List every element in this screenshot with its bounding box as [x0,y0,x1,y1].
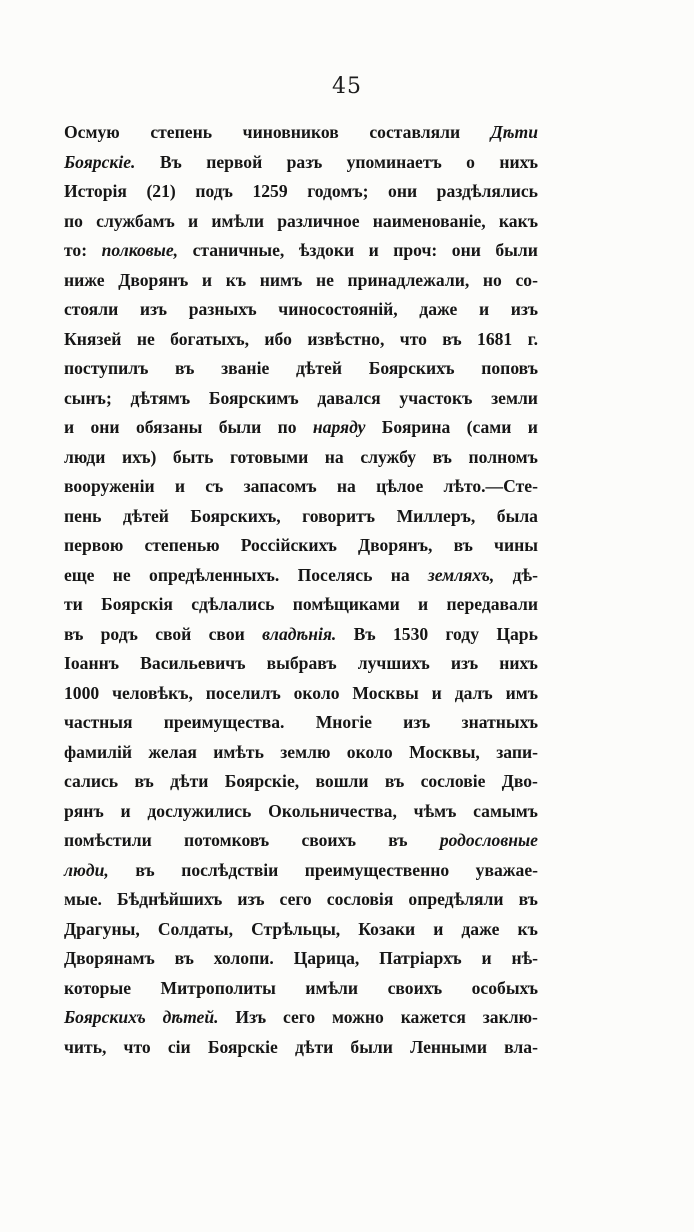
word: родословные [439,830,538,850]
word: знатныхъ [461,712,538,732]
word: проч: [393,240,438,260]
text-line [64,148,538,178]
word: подъ [195,181,233,201]
word: вошли [315,771,369,791]
word: дѣ- [512,564,538,585]
word: Дворянъ [118,269,189,290]
word: имѣли [211,210,265,231]
word: наименованіе, [372,210,486,231]
word: имъ [505,682,538,703]
word: обязаны [135,417,203,437]
word: Патріархъ [379,948,462,968]
word: наряду [312,417,366,437]
word: дѣтей [122,505,169,526]
word: не [136,328,155,349]
word: ибо [264,328,292,349]
word: 1681 [477,328,513,349]
word: своихъ [387,977,443,998]
word: сдѣлались [191,594,275,614]
word: извѣстно, [307,328,385,349]
text-line [64,266,538,296]
text-line [64,502,538,532]
word: Ленными [410,1036,488,1057]
word: нихъ [499,151,538,172]
word: степенью [144,535,220,555]
word: поступилъ [64,358,149,378]
word: въ [175,358,195,378]
word: первой [206,151,263,172]
word: ниже [64,269,105,290]
word: и [120,800,131,821]
word: желая [148,741,197,762]
word: но [482,269,502,290]
word: вооруженіи [64,476,155,496]
word: изъ [450,653,479,673]
word: Миллеръ, [396,505,476,526]
word: нѣ- [511,948,538,968]
word: въ [442,328,462,349]
text-line [64,295,538,325]
word: на [324,446,344,467]
word: Осмую [64,122,120,142]
word: самымъ [473,800,538,821]
word: году [445,623,480,644]
word: и [201,269,213,290]
word: и [368,240,379,260]
word: были [495,240,538,260]
word: они [388,181,418,201]
word: лучшихъ [357,653,430,673]
text-line [64,177,538,207]
text-line [64,974,538,1004]
word: и [527,417,538,437]
word: люди [64,446,106,467]
text-line [64,708,538,738]
word: поселилъ [205,682,281,703]
word: сего [279,889,312,909]
word: по [277,417,297,437]
text-line [64,236,538,266]
word: 1000 [64,682,100,703]
word: къ [517,918,538,939]
word: изъ [403,712,431,732]
text-line [64,384,538,414]
word: запи- [496,741,538,762]
word: Боярскія [101,594,173,614]
word: кажется [400,1007,466,1027]
word: Боярскихъ [368,358,455,378]
word: и [481,948,492,968]
word: Царица, [293,948,360,968]
word: Дво- [501,771,538,791]
word: и [64,417,75,437]
word: чины [494,535,538,555]
text-line [64,325,538,355]
word: составляли [369,122,461,142]
word: сего [282,1007,316,1027]
word: степень [150,122,213,142]
word: рянъ [64,800,104,821]
word: даже [461,918,500,939]
word: званіе [221,358,270,378]
word: человѣкъ, [112,682,193,703]
word: о [466,151,475,172]
word: сіи [167,1036,191,1057]
word: дѣти [295,1036,334,1057]
word: и [431,682,442,703]
word: Боярскихъ [64,1007,146,1027]
word: фамилій [64,741,132,762]
word: то: [64,240,88,260]
word: первою [64,535,124,555]
word: изъ [237,889,265,909]
word: давался [317,387,381,408]
word: далъ [454,682,493,703]
word: чиносостояній, [278,299,398,319]
word: даже [419,299,458,319]
word: они [90,417,120,437]
word: холопи. [213,948,274,968]
word: Москвы [352,682,419,703]
word: и [187,210,199,231]
word: по [64,210,83,231]
word: дѣтямъ [130,387,191,408]
text-line [64,1033,538,1063]
word: Дворянамъ [64,948,155,968]
word: Россійскихъ [240,535,337,555]
word: свои [208,623,245,644]
word: Дворянъ, [358,535,433,555]
word: частныя [64,712,133,732]
word: принадлежали, [347,269,470,290]
word: полномъ [468,446,538,467]
word: въ [64,623,84,644]
word: Москвы, [409,741,480,762]
text-line [64,1003,538,1033]
word: люди, [64,859,109,880]
word: упоминаетъ [346,151,442,172]
word: которые [64,977,132,998]
text-line [64,620,538,650]
word: Боярина [381,417,451,437]
word: ѣздоки [298,240,355,260]
text-line [64,118,538,148]
word: и [174,476,185,496]
word: не [315,269,334,290]
word: Митрополиты [160,977,276,998]
word: Исторія [64,181,127,201]
word: станичные, [192,240,285,260]
text-line [64,561,538,591]
word: выбравъ [266,653,337,673]
word: въ [384,771,405,791]
text-line [64,826,538,856]
word: въ [388,830,408,850]
word: около [346,741,393,762]
word: имѣли [305,977,359,998]
word: преимущественно [304,859,450,880]
word: мые. [64,889,102,909]
word: были [350,1036,393,1057]
text-line [64,531,538,561]
word: какъ [498,210,538,231]
word: говоритъ [302,505,376,526]
word: 1530 [392,623,429,644]
word: вла- [504,1036,538,1057]
word: потомковъ [184,830,270,850]
word: Князей [64,328,122,349]
word: опредѣляли [408,889,504,909]
word: дѣтей [295,358,342,378]
word: запасомъ [243,476,317,496]
word: не [112,564,131,585]
word: изъ [510,299,538,319]
word: съ [205,476,224,496]
word: раздѣлялись [436,181,538,201]
word: особыхъ [471,977,538,998]
text-line [64,738,538,768]
word: они [451,240,481,260]
word: была [496,505,538,526]
word: разъ [286,151,323,172]
body-text [64,118,538,1062]
word: Солдаты, [157,918,233,939]
word: въ [432,446,452,467]
word: сословіе [420,771,486,791]
word: въ [134,771,154,791]
word: Стрѣльцы, [251,918,341,939]
word: изъ [139,299,168,319]
word: земляхъ, [427,564,495,585]
word: дѣтей. [162,1007,219,1027]
word: 1259 [252,181,288,201]
word: Бѣднѣйшихъ [116,889,223,909]
word: г. [527,328,538,349]
word: и [433,918,444,939]
word: Васильевичъ [140,653,246,673]
word: владѣнія. [262,623,337,644]
word: въ [135,859,155,880]
word: чиновников [242,122,339,142]
word: готовыми [229,446,309,467]
word: въ [174,948,194,968]
word: Боярскихъ, [190,505,281,526]
word: поповъ [481,358,538,378]
word: опредѣленныхъ. [149,564,280,585]
word: на [336,476,356,496]
word: чѣмъ [413,800,457,821]
word: нихъ [499,653,538,673]
word: участокъ [399,387,473,408]
word: Драгуны, [64,918,140,939]
text-line [64,885,538,915]
word: Боярскимъ [208,387,299,408]
word: и [478,299,490,319]
word: Козаки [358,918,416,939]
word: со- [515,269,538,290]
word: дослужились [147,800,252,821]
word: (21) [146,181,176,201]
word: своихъ [301,830,356,850]
word: лѣто.—Сте- [443,476,538,496]
text-line [64,944,538,974]
word: около [293,682,340,703]
word: различное [277,210,360,231]
word: богатыхъ, [170,328,250,349]
word: Іоаннъ [64,653,119,673]
word: Въ [159,151,182,172]
text-line [64,915,538,945]
word: передавали [446,594,538,614]
word: къ [225,269,247,290]
word: земли [491,387,538,408]
word: можно [332,1007,384,1027]
word: разныхъ [188,299,257,319]
word: родъ [100,623,138,644]
word: Боярскіе, [224,771,300,791]
text-line [64,797,538,827]
word: пень [64,505,102,526]
word: Поселясь [297,564,373,585]
word: Многіе [315,712,372,732]
text-line [64,590,538,620]
word: въ [518,889,538,909]
word: годомъ; [307,181,369,201]
word: Окольничества, [268,800,397,821]
word: сынъ; [64,387,112,408]
text-line [64,472,538,502]
word: (сами [466,417,512,437]
word: Царь [496,623,538,644]
text-line [64,354,538,384]
text-line [64,443,538,473]
word: сословія [326,889,394,909]
word: ихъ) [121,446,157,467]
word: сались [64,771,119,791]
word: послѣдствіи [181,859,279,880]
word: ти [64,594,83,614]
word: уважае- [475,859,538,880]
word: Дѣти [490,122,538,142]
text-line [64,767,538,797]
word: были [218,417,262,437]
word: полковые, [101,240,179,260]
word: на [390,564,410,585]
text-line [64,856,538,886]
text-line [64,649,538,679]
word: заклю- [482,1007,538,1027]
word: быть [172,446,214,467]
text-line [64,207,538,237]
word: Въ [353,623,376,644]
word: еще [64,564,95,585]
word: что [123,1036,151,1057]
word: имѣть [213,741,264,762]
word: службу [360,446,417,467]
word: Боярскіе. [64,151,136,172]
word: и [418,594,429,614]
word: стояли [64,299,119,319]
word: нимъ [259,269,303,290]
word: землю [280,741,331,762]
text-line [64,679,538,709]
word: что [399,328,427,349]
word: Изъ [235,1007,267,1027]
page-number: 45 [332,74,362,99]
word: цѣлое [376,476,424,496]
word: чить, [64,1036,107,1057]
word: службамъ [96,210,175,231]
word: помѣщиками [292,594,400,614]
word: свой [155,623,192,644]
word: преимущества. [163,712,285,732]
word: Боярскіе [207,1036,278,1057]
word: помѣстили [64,830,152,850]
word: въ [453,535,473,555]
word: дѣти [170,771,209,791]
text-line [64,413,538,443]
